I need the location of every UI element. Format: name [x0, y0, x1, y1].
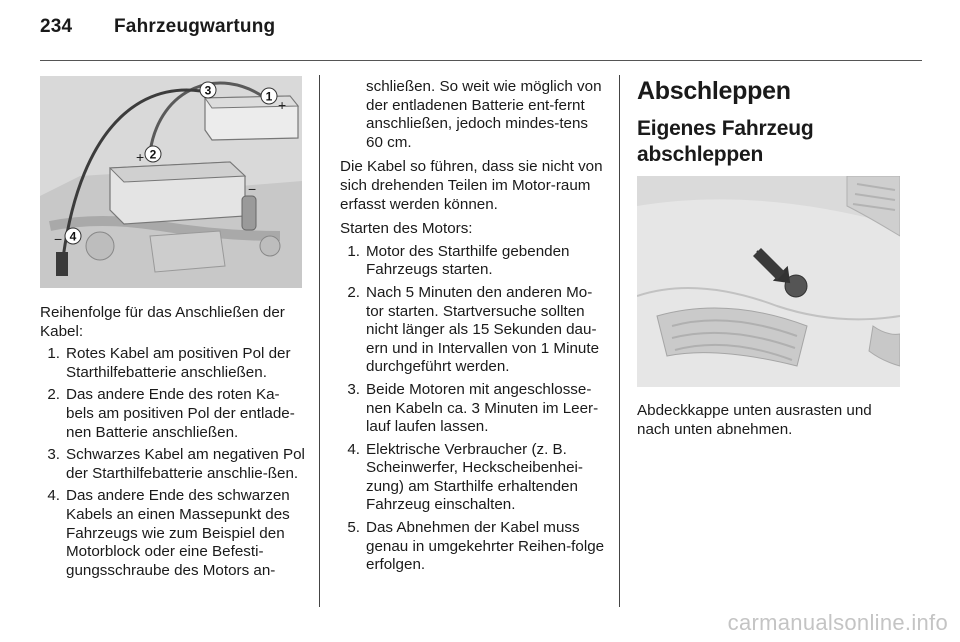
step-number: 2.: [347, 283, 360, 301]
step-text: Elektrische Verbraucher (z. B. Scheinwerfer, Heckscheibenhei-zung) am Starthilfe erhaltenden Fahrzeug einschalten.: [366, 440, 583, 514]
jump-start-illustration: [40, 76, 302, 288]
step-number: 3.: [47, 446, 60, 464]
step-text: Schwarzes Kabel am negativen Pol der Starthilfebatterie anschlie-ßen.: [66, 446, 305, 482]
column-divider-1: [319, 75, 320, 607]
jump-start-figure: [40, 76, 302, 288]
connect-steps-list: [40, 345, 306, 580]
list-item: [40, 386, 306, 442]
column-3-text: [637, 76, 903, 168]
step-text: Das Abnehmen der Kabel muss genau in umgekehrter Reihen-folge erfolgen.: [366, 519, 605, 574]
subsection-title: Eigenes Fahrzeug abschleppen: [637, 117, 814, 166]
start-steps-list: [340, 243, 606, 575]
figure-label-3: 3: [204, 83, 212, 98]
figure-label-4: 4: [69, 229, 77, 244]
step-number: 4.: [47, 487, 60, 505]
svg-text:+: +: [278, 97, 287, 113]
step-number: 3.: [347, 380, 360, 398]
svg-text:+: +: [136, 149, 145, 165]
list-item: [340, 243, 606, 280]
list-item: [40, 487, 306, 580]
start-engine-heading: Starten des Motors:: [340, 220, 473, 238]
list-item: [340, 441, 606, 515]
column-2-text: [340, 78, 606, 575]
list-item: [40, 345, 306, 382]
step-text: Das andere Ende des schwarzen Kabels an einen Massepunkt des Fahrzeugs wie zum Beispiel den Motorblock oder eine Befesti-gungsschraube des Motors an-: [66, 487, 290, 579]
step-4-continuation: schließen. So weit wie möglich von der entladenen Batterie ent-fernt anschließen, jedoch mindes-tens 60 cm.: [366, 78, 602, 151]
watermark: carmanualsonline.info: [727, 610, 948, 635]
header-rule: [40, 60, 922, 61]
page-title: Fahrzeugwartung: [114, 16, 276, 37]
list-item: [340, 519, 606, 575]
towing-caption: Abdeckkappe unten ausrasten und nach unten abnehmen.: [637, 402, 872, 438]
list-item: [40, 446, 306, 483]
step-number: 5.: [347, 519, 360, 537]
towing-cover-figure: [637, 176, 900, 387]
step-number: 4.: [347, 440, 360, 458]
step-text: Das andere Ende des roten Ka-bels am positiven Pol der entlade-nen Batterie anschließen.: [66, 386, 295, 441]
list-item: [340, 284, 606, 377]
column-3-caption-block: [637, 402, 903, 439]
section-title: Abschleppen: [637, 77, 791, 105]
step-number: 2.: [47, 386, 60, 404]
figure-label-2: 2: [149, 147, 157, 162]
step-text: Nach 5 Minuten den anderen Mo-tor starten. Startversuche sollten nicht länger als 15 Sekunden dau-ern und in Intervallen von 1 Minute durchgeführt werden.: [366, 283, 600, 376]
svg-text:−: −: [248, 181, 257, 197]
column-divider-2: [619, 75, 620, 607]
cable-routing-note: Die Kabel so führen, dass sie nicht von sich drehenden Teilen im Motor-raum erfasst werden können.: [340, 158, 603, 213]
figure-label-1: 1: [265, 89, 273, 104]
step-number: 1.: [47, 345, 60, 363]
column-1-text: [40, 304, 306, 580]
list-item: [340, 381, 606, 437]
figure-caption: Reihenfolge für das Anschließen der Kabel:: [40, 304, 285, 340]
bumper-illustration: [637, 176, 900, 387]
page-header: [40, 16, 275, 38]
step-text: Beide Motoren mit angeschlosse-nen Kabeln ca. 3 Minuten im Leer-lauf laufen lassen.: [366, 380, 599, 436]
svg-text:−: −: [54, 231, 63, 247]
step-number: 1.: [347, 242, 360, 260]
page-number: 234: [40, 16, 73, 37]
step-text: Motor des Starthilfe gebenden Fahrzeugs starten.: [366, 242, 570, 279]
step-text: Rotes Kabel am positiven Pol der Starthilfebatterie anschließen.: [66, 345, 291, 381]
